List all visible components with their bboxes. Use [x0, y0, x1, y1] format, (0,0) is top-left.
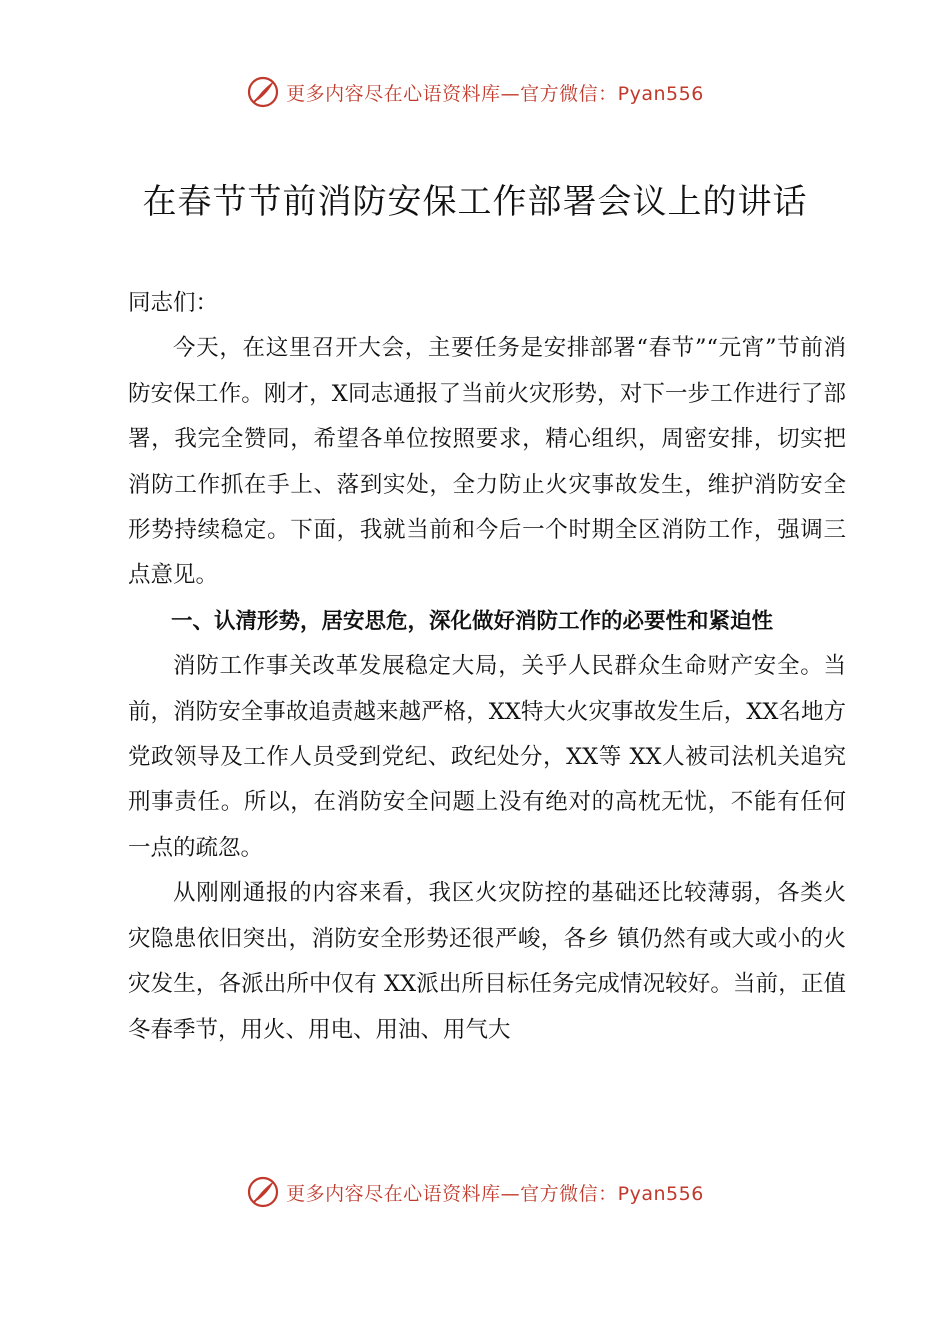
paragraph: 从刚刚通报的内容来看，我区火灾防控的基础还比较薄弱，各类火灾隐患依旧突出，消防安全形势还很严峻，各乡 镇仍然有或大或小的火灾发生，各派出所中仅有 XX派出所目标任务完成情况较好。当前，正值冬春季节，用火、用电、用油、用气大	[128, 880, 846, 1043]
quill-pen-logo-icon	[246, 75, 280, 109]
section-heading: 一、认清形势，居安思危，深化做好消防工作的必要性和紧迫性	[171, 608, 774, 634]
watermark-footer	[0, 1172, 950, 1212]
paragraph: 消防工作事关改革发展稳定大局，关乎人民群众生命财产安全。当前，消防安全事故追责越来越严格，XX特大火灾事故发生后，XX名地方党政领导及工作人员受到党纪、政纪处分，XX等 XX人被司法机关追究刑事责任。所以，在消防安全问题上没有绝对的高枕无忧，不能有任何一点的疏忽。	[128, 653, 846, 861]
quill-pen-logo-icon	[246, 1175, 280, 1209]
document-title: 在春节节前消防安保工作部署会议上的讲话	[142, 182, 808, 222]
paragraph: 今天，在这里召开大会，主要任务是安排部署“春节”“元宵”节前消防安保工作。刚才，X同志通报了当前火灾形势，对下一步工作进行了部署，我完全赞同，希望各单位按照要求，精心组织，周密安排，切实把消防工作抓在手上、落到实处，全力防止火灾事故发生，维护消防安全形势持续稳定。下面，我就当前和今后一个时期全区消防工作，强调三点意见。	[128, 335, 846, 589]
watermark-header	[0, 72, 950, 112]
watermark-text: 更多内容尽在心语资料库—官方微信：Pyan556	[286, 82, 704, 105]
watermark-text: 更多内容尽在心语资料库—官方微信：Pyan556	[286, 1182, 704, 1205]
salutation: 同志们：	[128, 290, 219, 316]
document-body	[128, 281, 846, 1053]
